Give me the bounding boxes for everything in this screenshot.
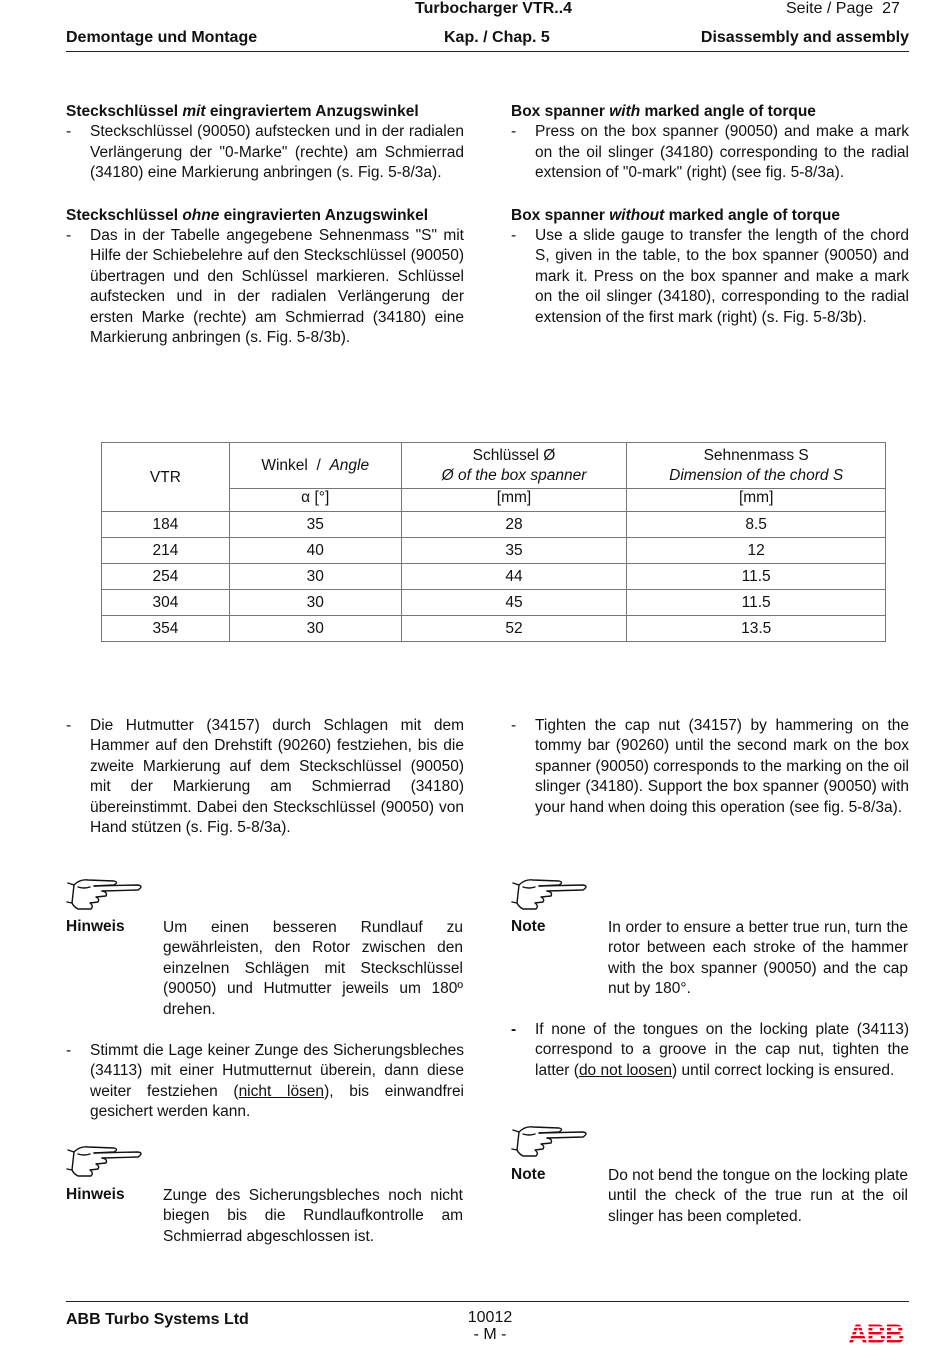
header-angle: Winkel / Angle [229, 443, 401, 489]
header-chord: Sehnenmass S Dimension of the chord S [627, 443, 886, 489]
svg-text:ABB: ABB [848, 1320, 904, 1346]
english-tighten-instruction [511, 716, 909, 818]
document-number [440, 1309, 540, 1343]
list-item: - Das in der Tabelle angegebene Sehnenmass "S" mit Hilfe der Schiebelehre auf den Steckschlüssel (90050) übertragen und den Schlüssel markieren. Schlüssel aufstecken und in der radialen Verlängerung der ersten Marke (rechte) am Schmierrad (34180) eine Markierung anbringen (s. Fig. 5-8/3b). [66, 227, 464, 347]
footer-rule [66, 1301, 909, 1302]
german-top-column [66, 102, 464, 348]
header-vtr: VTR [102, 443, 230, 512]
note-label: Note [511, 918, 546, 935]
pointing-hand-icon [511, 875, 593, 917]
german-lock-instruction [66, 1041, 464, 1123]
right-section-title: Disassembly and assembly [700, 29, 909, 46]
doc-suffix: - M - [473, 1326, 507, 1343]
section-heading: Steckschlüssel ohne eingravierten Anzugswinkel [66, 206, 429, 224]
german-tighten-instruction [66, 716, 464, 838]
section-heading: Steckschlüssel mit eingraviertem Anzugswinkel [66, 103, 419, 120]
unit-key: [mm] [401, 489, 627, 512]
english-top-column [511, 102, 909, 328]
section-heading: Box spanner with marked angle of torque [511, 103, 816, 120]
list-item: - If none of the tongues on the locking plate (34113) correspond to a groove in the cap nut, tighten the latter (do not loosen) until correct locking is ensured. [511, 1021, 909, 1079]
list-item: - Press on the box spanner (90050) and make a mark on the oil slinger (34180) corresponding to the radial extension of "0-mark" (right) (see fig. 5-8/3a). [511, 123, 909, 182]
pointing-hand-icon [66, 1142, 148, 1184]
note-text: In order to ensure a better true run, turn the rotor between each stroke of the hammer with the box spanner (90050) and the cap nut by 180°. [608, 919, 908, 998]
list-item: - Stimmt die Lage keiner Zunge des Sicherungsbleches (34113) mit einer Hutmutternut überein, dann diese weiter festziehen (nicht lösen), bis einwandfrei gesichert werden kann. [66, 1042, 465, 1121]
table-row: 304 30 45 11.5 [102, 590, 886, 616]
section-heading: Box spanner without marked angle of torque [511, 206, 840, 224]
note-text: Do not bend the tongue on the locking plate until the check of the true run at the oil slinger has been completed. [608, 1167, 908, 1225]
list-item: - Tighten the cap nut (34157) by hammering on the tommy bar (90260) until the second mark on the box spanner (90050) corresponds to the marking on the oil slinger (34180). Support the box spanner (90050) with your hand when doing this operation (see fig. 5-8/3a). [511, 717, 909, 816]
company-name: ABB Turbo Systems Ltd [66, 1311, 249, 1328]
chapter-label: Kap. / Chap. 5 [444, 29, 550, 46]
table-row: 214 40 35 12 [102, 538, 886, 564]
pointing-hand-icon [511, 1122, 593, 1164]
unit-chord: [mm] [627, 489, 886, 512]
table-row: 354 30 52 13.5 [102, 616, 886, 642]
page-number: 27 [882, 0, 900, 17]
english-lock-instruction [511, 1020, 909, 1081]
list-item: - Steckschlüssel (90050) aufstecken und in der radialen Verlängerung der "0-Marke" (rechte) am Schmierrad (34180) eine Markierung anbringen (s. Fig. 5-8/3a). [66, 123, 464, 182]
list-item: - Die Hutmutter (34157) durch Schlagen mit dem Hammer auf den Drehstift (90260) festziehen, bis die zweite Markierung auf dem Steckschlüssel (90050) mit der Markierung am Schmierrad (34180) übereinstimmt. Dabei den Steckschlüssel (90050) von Hand stützen (s. Fig. 5-8/3a). [66, 717, 464, 837]
left-section-title: Demontage und Montage [66, 29, 258, 46]
document-title: Turbocharger VTR..4 [415, 0, 573, 17]
page-label [786, 0, 900, 18]
note-text: Zunge des Sicherungsbleches noch nicht biegen bis die Rundlaufkontrolle am Schmierrad abgeschlossen ist. [163, 1187, 463, 1245]
table-row: 184 35 28 8.5 [102, 512, 886, 538]
list-item: - Use a slide gauge to transfer the length of the chord S, given in the table, to the box spanner (90050) and mark it. Press on the box spanner and make a mark on the oil slinger (34180), corresponding to the radial extension of the first mark (right) (s. Fig. 5-8/3b). [511, 227, 909, 326]
note-label: Hinweis [66, 918, 125, 935]
note-label: Hinweis [66, 1186, 125, 1203]
spanner-table [101, 442, 886, 642]
abb-logo [846, 1320, 906, 1346]
header-rule [66, 51, 909, 52]
page-label-text: Seite / Page [786, 0, 874, 17]
header-key: Schlüssel Ø Ø of the box spanner [401, 443, 627, 489]
pointing-hand-icon [66, 875, 148, 917]
note-label: Note [511, 1166, 546, 1183]
note-text: Um einen besseren Rundlauf zu gewährleisten, den Rotor zwischen den einzelnen Schlägen mit Steckschlüssel (90050) und Hutmutter jeweils um 180º drehen. [163, 919, 463, 1018]
table-row: 254 30 44 11.5 [102, 564, 886, 590]
unit-angle: α [°] [229, 489, 401, 512]
doc-number: 10012 [467, 1309, 513, 1326]
